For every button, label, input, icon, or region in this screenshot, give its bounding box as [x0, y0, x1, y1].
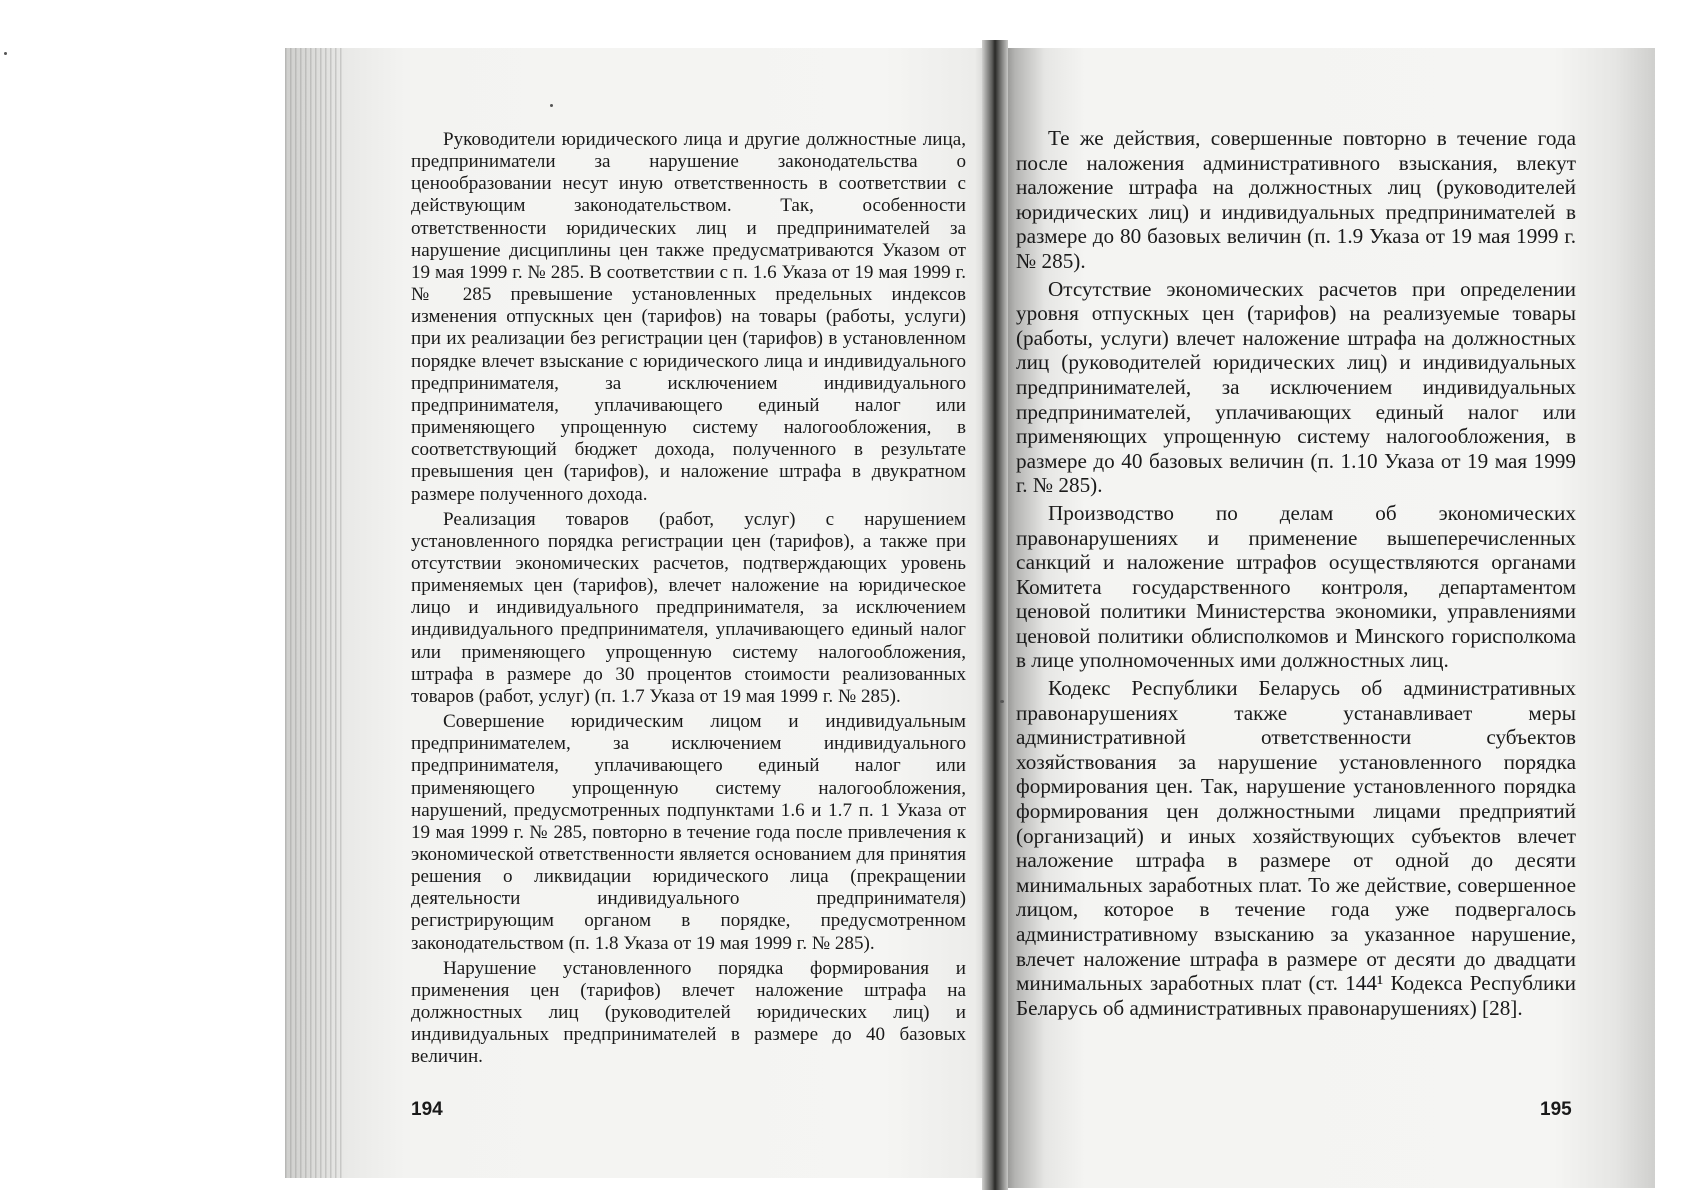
book-gutter	[982, 40, 1008, 1190]
paragraph: Те же действия, совершенные повторно в течение года после наложения административного взыскания, влекут наложение штрафа на должностных лиц (руководителей юридических лиц) и индивидуальных предпринимателей в размере до 80 базовых величин (п. 1.9 Указа от 19 мая 1999 г. № 285).	[1016, 126, 1576, 273]
page-edges	[285, 48, 345, 1178]
dust-speck	[1000, 700, 1004, 703]
dust-speck	[4, 52, 7, 55]
paragraph: Отсутствие экономических расчетов при определении уровня отпускных цен (тарифов) на реализуемые товары (работы, услуги) влечет наложение штрафа на должностных лиц (руководителей юридических лиц) и индивидуальных предпринимателей, за исключением индивидуальных предпринимателей, уплачивающих единый налог или применяющих упрощенную систему налогообложения, в размере до 40 базовых величин (п. 1.10 Указа от 19 мая 1999 г. № 285).	[1016, 276, 1576, 498]
paragraph: Совершение юридическим лицом и индивидуальным предпринимателем, за исключением индивидуального предпринимателя, уплачивающего единый налог или применяющего упрощенную систему налогообложения, нарушений, предусмотренных подпунктами 1.6 и 1.7 п. 1 Указа от 19 мая 1999 г. № 285, повторно в течение года после привлечения к экономической ответственности является основанием для принятия решения о ликвидации юридического лица (прекращении деятельности индивидуального предпринимателя) регистрирующим органом в порядке, предусмотренном законодательством (п. 1.8 Указа от 19 мая 1999 г. № 285).	[411, 711, 966, 954]
paragraph: Реализация товаров (работ, услуг) с нарушением установленного порядка регистрации цен (тарифов), а также при отсутствии экономических расчетов, подтверждающих уровень применяемых цен (тарифов), влечет наложение на юридическое лицо и индивидуального предпринимателя, за исключением индивидуального предпринимателя, уплачивающего единый налог или применяющего упрощенную систему налогообложения, штрафа в размере до 30 процентов стоимости реализованных товаров (работ, услуг) (п. 1.7 Указа от 19 мая 1999 г. № 285).	[411, 508, 966, 707]
paragraph: Кодекс Республики Беларусь об административных правонарушениях также устанавливает меры административной ответственности субъектов хозяйствования за нарушение установленного порядка формирования цен. Так, нарушение установленного порядка формирования цен должностными лицами предприятий (организаций) и иных хозяйствующих субъектов влечет наложение штрафа в размере от одной до десяти минимальных заработных плат. То же действие, совершенное лицом, которое в течение года уже подвергалось административному взысканию за указанное нарушение, влечет наложение штрафа в размере от десяти до двадцати минимальных заработных плат (ст. 144¹ Кодекса Республики Беларусь об административных правонарушениях) [28].	[1016, 676, 1576, 1020]
paragraph: Нарушение установленного порядка формирования и применения цен (тарифов) влечет наложение штрафа на должностных лиц (руководителей юридических лиц) и индивидуальных предпринимателей в размере до 40 базовых величин.	[411, 957, 966, 1068]
page-number-right: 195	[1540, 1099, 1572, 1120]
page-number-left: 194	[411, 1099, 443, 1120]
left-page-text	[411, 129, 966, 1072]
paragraph: Руководители юридического лица и другие должностные лица, предприниматели за нарушение законодательства о ценообразовании несут иную ответственность в соответствии с действующим законодательством. Так, особенности ответственности юридических лиц и предпринимателей за нарушение дисциплины цен также предусматриваются Указом от 19 мая 1999 г. № 285. В соответствии с п. 1.6 Указа от 19 мая 1999 г. № 285 превышение установленных предельных индексов изменения отпускных цен (тарифов) на товары (работы, услуги) при их реализации без регистрации цен (тарифов) в установленном порядке влечет взыскание с юридического лица и индивидуального предпринимателя, за исключением индивидуального предпринимателя, уплачивающего единый налог или применяющего упрощенную систему налогообложения, в соответствующий бюджет дохода, полученного в результате превышения цен (тарифов), и наложение штрафа в двукратном размере полученного дохода.	[411, 129, 966, 505]
dust-speck	[550, 104, 553, 107]
right-page-text	[1016, 126, 1576, 1023]
paragraph: Производство по делам об экономических правонарушениях и применение вышеперечисленных санкций и наложение штрафов осуществляются органами Комитета государственного контроля, департаментом ценовой политики Министерства экономики, управлениями ценовой политики облисполкомов и Минского горисполкома в лице уполномоченных ими должностных лиц.	[1016, 500, 1576, 673]
